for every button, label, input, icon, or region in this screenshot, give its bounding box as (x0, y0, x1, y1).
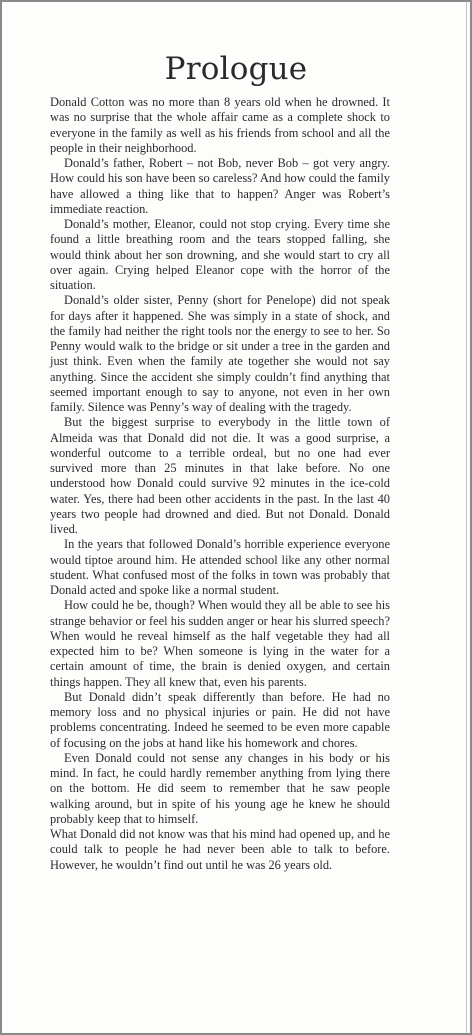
paragraph-3: Donald’s mother, Eleanor, could not stop crying. Every time she found a little breathing room and the tears stopped falling, she would think about her son drowning, and she would start to cry all over again. Crying helped Eleanor cope with the horror of the situation. (50, 217, 390, 292)
paragraph-10: What Donald did not know was that his mind had opened up, and he could talk to people he had never been able to talk to before. However, he wouldn’t find out until he was 26 years old. (50, 827, 390, 872)
paragraph-8: But Donald didn’t speak differently than before. He had no memory loss and no physical injuries or pain. He did not have problems concentrating. Indeed he seemed to be even more capable of focusing on the jobs at hand like his homework and chores. (50, 689, 390, 750)
chapter-body (50, 95, 390, 873)
paragraph-7: How could he be, though? When would they all be able to see his strange behavior or feel his sudden anger or hear his slurred speech? When would he reveal himself as the half vegetable they had all expected him to be? When someone is lying in the water for a certain amount of time, the brain is denied oxygen, and certain things happen. They all knew that, even his parents. (50, 598, 390, 689)
paragraph-2: Donald’s father, Robert – not Bob, never Bob – got very angry. How could his son have been so careless? And how could the family have allowed a thing like that to happen? Anger was Robert’s immediate reaction. (50, 156, 390, 216)
paragraph-6: In the years that followed Donald’s horrible experience everyone would tiptoe around him. He attended school like any other normal student. What confused most of the folks in town was probably that Donald acted and spoke like a normal student. (50, 537, 390, 597)
paragraph-4: Donald’s older sister, Penny (short for Penelope) did not speak for days after it happened. She was simply in a state of shock, and the family had neither the right tools nor the energy to see to her. So Penny would walk to the bridge or sit under a tree in the garden and just think. Even when the family ate together she would not say anything. Since the accident she simply couldn’t find anything that seemed important enough to say to anyone, not even in her own family. Silence was Penny’s way of dealing with the tragedy. (50, 293, 390, 414)
chapter-title: Prologue (164, 51, 308, 87)
paragraph-5: But the biggest surprise to everybody in the little town of Almeida was that Donald did not die. It was a good surprise, a wonderful outcome to a terrible ordeal, but no one had ever survived more than 25 minutes in that lake before. No one understood how Donald could survive 92 minutes in the ice-cold water. Yes, there had been other accidents in the past. In the last 40 years two people had drowned and died. But not Donald. Donald lived. (50, 415, 390, 536)
paragraph-1: Donald Cotton was no more than 8 years old when he drowned. It was no surprise that the whole affair came as a complete shock to everyone in the family as well as his friends from school and all the people in their neighborhood. (50, 95, 390, 155)
paragraph-9: Even Donald could not sense any changes in his body or his mind. In fact, he could hardly remember anything from lying there on the bottom. He did seem to remember that he saw people walking around, but in spite of his young age he knew he should probably keep that to himself. (50, 750, 390, 826)
